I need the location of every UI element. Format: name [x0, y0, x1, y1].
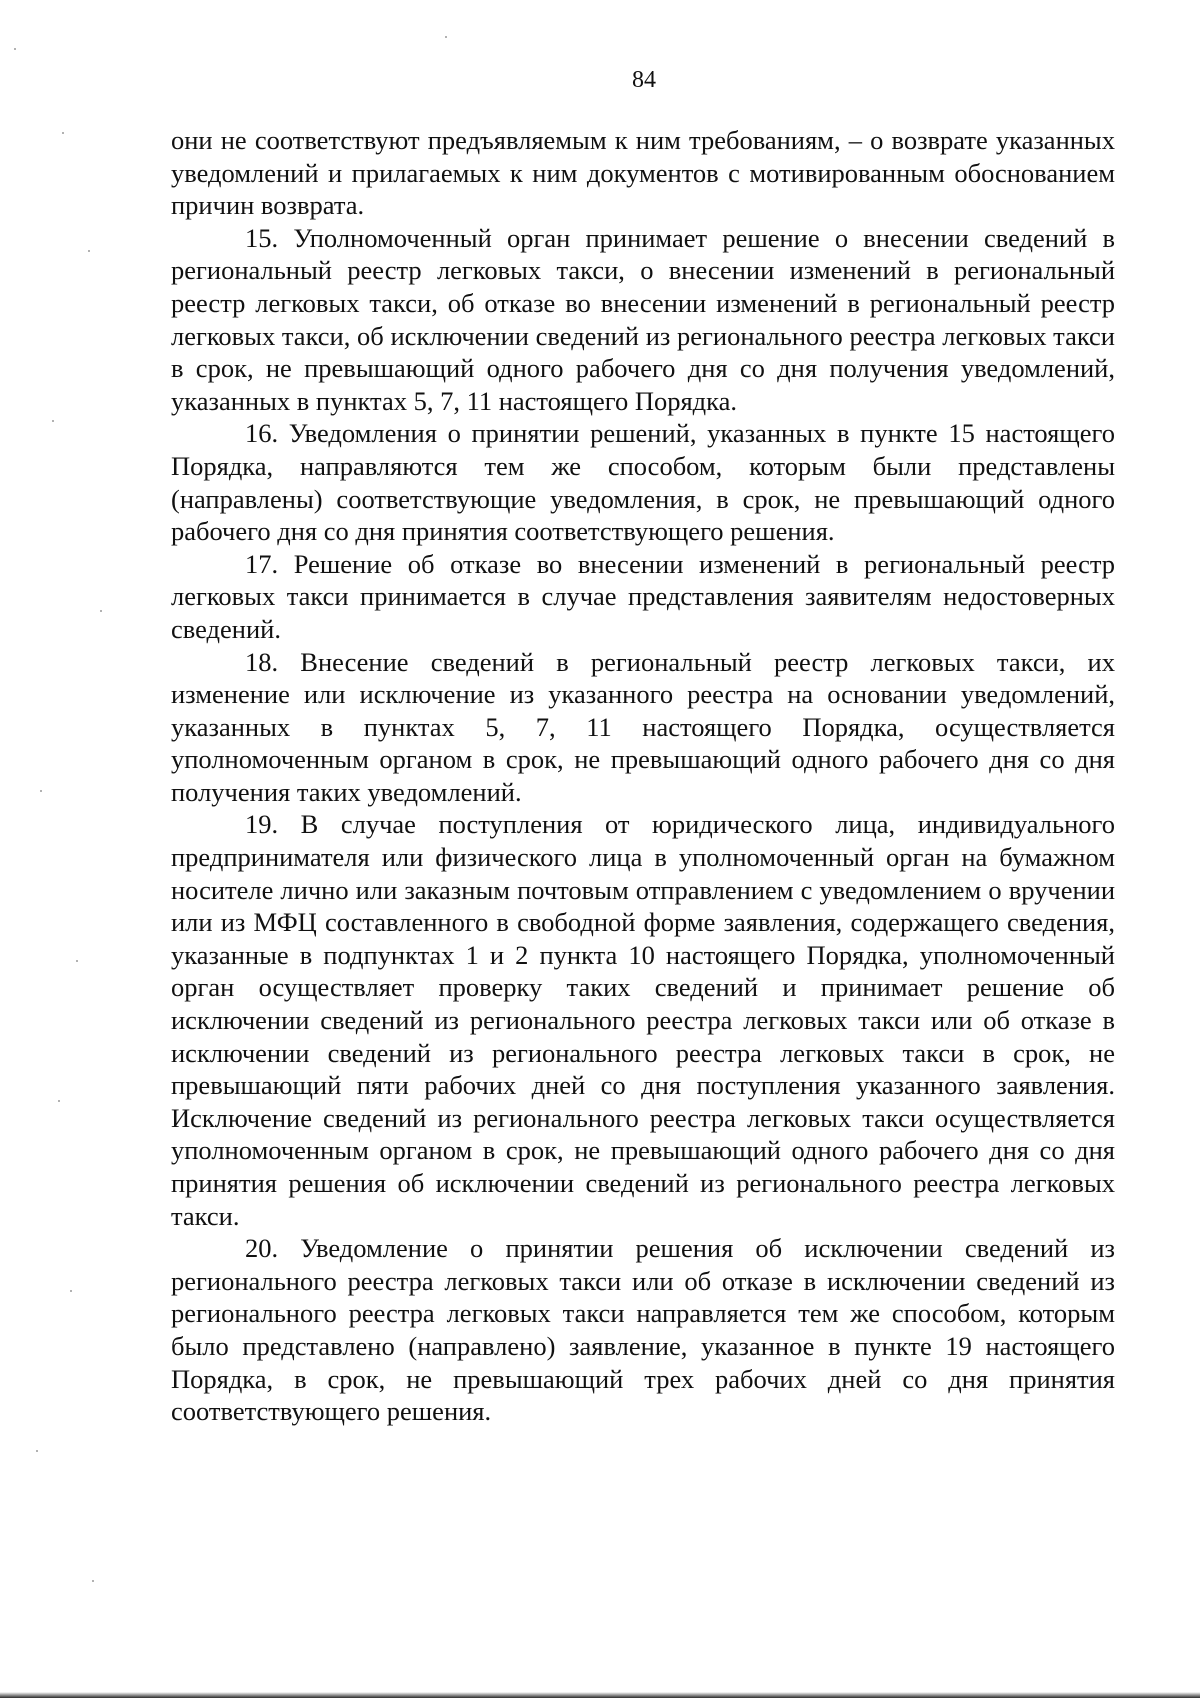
paragraph-item-20: 20. Уведомление о принятии решения об исключении сведений из регионального реестра легковых такси или об отказе в исключении сведений из регионального реестра легковых такси направляется тем же способом, которым было представлено (направлено) заявление, указанное в пункте 19 настоящего Порядка, в срок, не превышающий трех рабочих дней со дня принятия соответствующего решения.: [171, 1233, 1115, 1427]
paragraph-item-19: 19. В случае поступления от юридического лица, индивидуального предпринимателя или физического лица в уполномоченный орган на бумажном носителе лично или заказным почтовым отправлением с уведомлением о вручении или из МФЦ составленного в свободной форме заявления, содержащего сведения, указанные в подпунктах 1 и 2 пункта 10 настоящего Порядка, уполномоченный орган осуществляет проверку таких сведений и принимает решение об исключении сведений из регионального реестра легковых такси или об отказе в исключении сведений из регионального реестра легковых такси в срок, не превышающий пяти рабочих дней со дня поступления указанного заявления. Исключение сведений из регионального реестра легковых такси осуществляется уполномоченным органом в срок, не превышающий одного рабочего дня со дня принятия решения об исключении сведений из регионального реестра легковых такси.: [171, 809, 1115, 1231]
paragraph-item-16: 16. Уведомления о принятии решений, указанных в пункте 15 настоящего Порядка, направляются тем же способом, которым были представлены (направлены) соответствующие уведомления, в срок, не превышающий одного рабочего дня со дня принятия соответствующего решения.: [171, 418, 1115, 547]
scan-speck: [40, 790, 42, 792]
page-number: 84: [632, 67, 656, 93]
document-body: [171, 124, 1115, 1428]
scan-speck: [100, 610, 102, 612]
scan-speck: [76, 960, 78, 962]
scan-speck: [52, 420, 54, 422]
scan-speck: [92, 1580, 94, 1582]
scan-speck: [62, 132, 64, 134]
scan-bottom-edge: [0, 1692, 1200, 1698]
scan-speck: [88, 250, 90, 252]
scan-speck: [36, 1450, 38, 1452]
paragraph-item-17: 17. Решение об отказе во внесении изменений в региональный реестр легковых такси принимается в случае представления заявителям недостоверных сведений.: [171, 548, 1115, 644]
paragraph-item-15: 15. Уполномоченный орган принимает решение о внесении сведений в региональный реестр легковых такси, о внесении изменений в региональный реестр легковых такси, об отказе во внесении изменений в региональный реестр легковых такси, об исключении сведений из регионального реестра легковых такси в срок, не превышающий одного рабочего дня со дня получения уведомлений, указанных в пунктах 5, 7, 11 настоящего Порядка.: [171, 222, 1115, 416]
scan-speck: [14, 48, 16, 50]
paragraph-continuation: они не соответствуют предъявляемым к ним требованиям, – о возврате указанных уведомлений и прилагаемых к ним документов с мотивированным обоснованием причин возврата.: [171, 125, 1115, 221]
paragraph-item-18: 18. Внесение сведений в региональный реестр легковых такси, их изменение или исключение из указанного реестра на основании уведомлений, указанных в пунктах 5, 7, 11 настоящего Порядка, осуществляется уполномоченным органом в срок, не превышающий одного рабочего дня со дня получения таких уведомлений.: [171, 646, 1115, 807]
scan-speck: [58, 1100, 60, 1102]
scan-speck: [70, 1290, 72, 1292]
scan-speck: [445, 36, 447, 38]
